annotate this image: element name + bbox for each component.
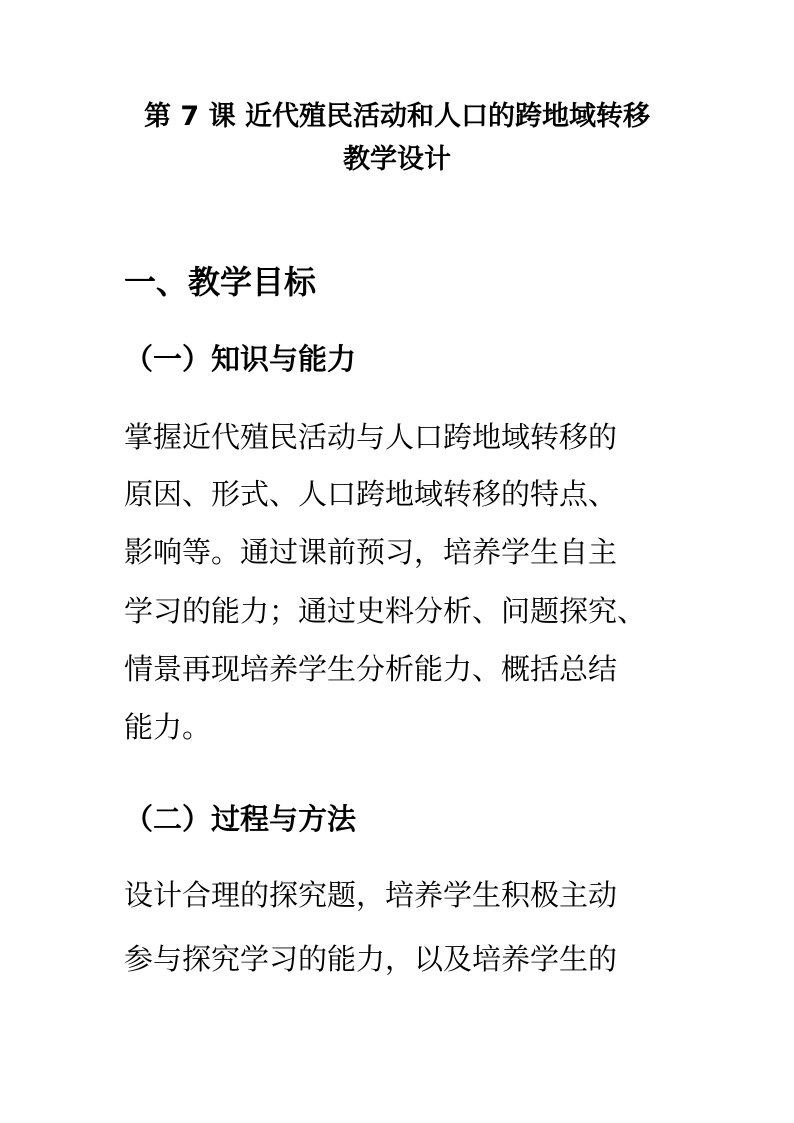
section-heading-teaching-goals: 一、教学目标 [124,263,317,301]
document-subtitle: 教学设计 [343,144,451,175]
paragraph-line: 能力。 [124,710,212,744]
document-title: 第 7 课 近代殖民活动和人口的跨地域转移 [144,101,650,132]
paragraph-line: 影响等。通过课前预习，培养学生自主 [124,535,618,569]
paragraph-line: 参与探究学习的能力，以及培养学生的 [124,942,618,976]
paragraph-line: 原因、形式、人口跨地域转移的特点、 [124,477,618,511]
subsection-heading-process-method: （二）过程与方法 [124,802,357,836]
paragraph-line: 学习的能力；通过史料分析、问题探究、 [124,594,647,628]
paragraph-line: 情景再现培养学生分析能力、概括总结 [124,652,618,686]
paragraph-line: 设计合理的探究题，培养学生积极主动 [124,878,618,912]
subsection-heading-knowledge-ability: （一）知识与能力 [124,342,357,376]
paragraph-line: 掌握近代殖民活动与人口跨地域转移的 [124,420,618,454]
